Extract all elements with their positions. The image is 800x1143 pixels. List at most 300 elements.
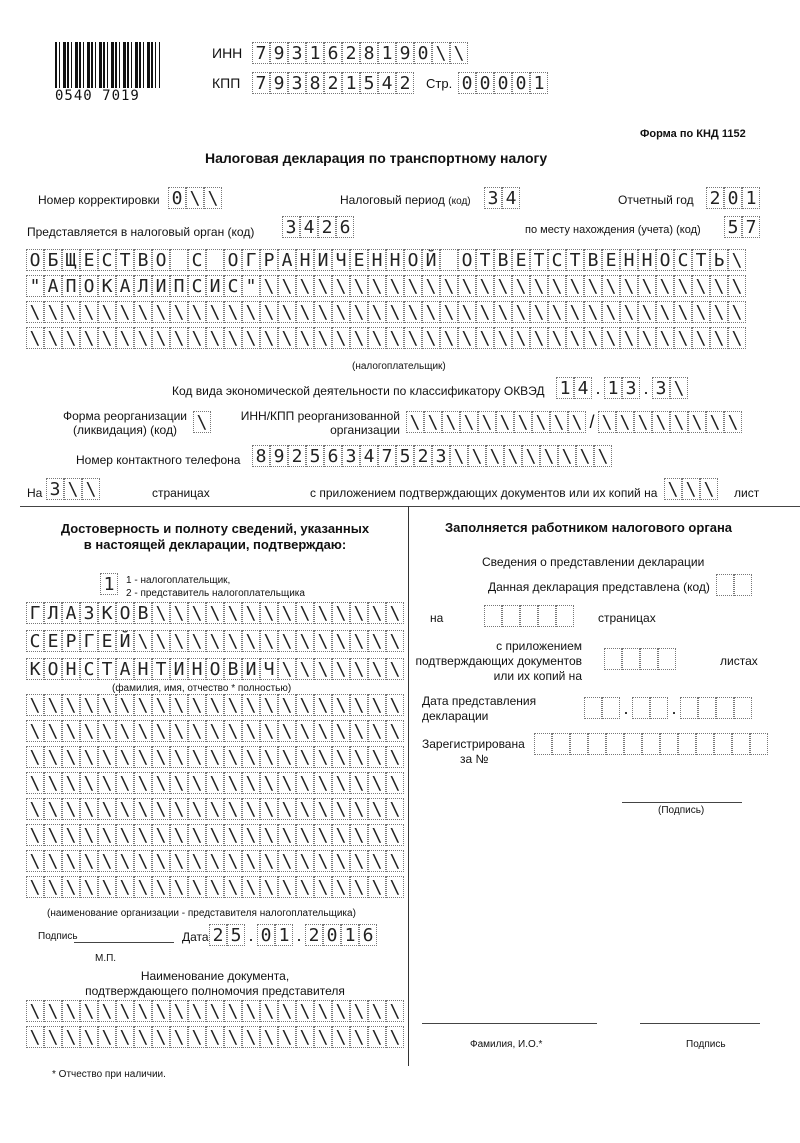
grid-row [26,720,404,742]
form-cell: \ [296,746,314,768]
form-cell: \ [260,798,278,820]
form-cell: О [152,249,170,271]
form-cell: \ [296,850,314,872]
form-cell: \ [368,658,386,680]
form-cell: \ [728,327,746,349]
form-cell: \ [44,1026,62,1048]
form-cell: 7 [378,445,396,467]
form-cell: \ [26,301,44,323]
form-cell: \ [530,301,548,323]
form-cell: \ [188,772,206,794]
form-cell: \ [530,275,548,297]
form-cell: \ [540,445,558,467]
doc-heading: Наименование документа, подтверждающего полномочия представителя [85,969,345,998]
form-cell: \ [26,824,44,846]
form-cell: Щ [62,249,80,271]
form-cell: \ [314,876,332,898]
form-cell: С [674,249,692,271]
form-cell: \ [80,824,98,846]
form-cell: \ [116,850,134,872]
form-cell: \ [62,301,80,323]
page-title: Налоговая декларация по транспортному налогу [205,150,548,166]
form-cell: \ [116,720,134,742]
form-cell: \ [530,327,548,349]
form-cell: \ [332,275,350,297]
form-cell: \ [314,746,332,768]
form-cell: \ [64,478,82,500]
form-cell: \ [206,746,224,768]
grid-row [26,876,404,898]
sign-line [640,1023,760,1024]
form-cell: Н [638,249,656,271]
form-cell: \ [134,798,152,820]
form-cell: \ [656,301,674,323]
form-cell: \ [98,327,116,349]
form-cell: 3 [432,445,450,467]
form-cell: \ [62,876,80,898]
form-cell: \ [134,824,152,846]
form-cell: И [206,275,224,297]
form-cell: \ [152,327,170,349]
form-cell: Р [260,249,278,271]
form-cell: \ [422,327,440,349]
form-cell: \ [26,876,44,898]
office-cell [696,733,714,755]
office-cell [678,733,696,755]
form-cell: \ [576,445,594,467]
form-cell: \ [278,876,296,898]
form-cell: \ [224,824,242,846]
office-cell [552,733,570,755]
form-cell: \ [44,824,62,846]
form-cell: \ [332,1026,350,1048]
cell-separator: . [671,698,677,718]
pages-cells [46,478,100,500]
form-cell: \ [296,602,314,624]
form-cell: \ [350,876,368,898]
date-cells [209,924,377,946]
form-cell: \ [44,850,62,872]
form-cell: \ [278,630,296,652]
form-cell: 3 [652,377,670,399]
form-cell: \ [242,720,260,742]
form-cell: \ [80,301,98,323]
form-cell: \ [188,630,206,652]
phone-cells [252,445,612,467]
form-cell: \ [98,1000,116,1022]
form-cell: \ [496,411,514,433]
form-cell: \ [688,411,706,433]
form-cell: \ [440,327,458,349]
grid-row [26,1026,404,1048]
form-cell: 1 [275,924,293,946]
office-cell [588,733,606,755]
form-cell: \ [224,602,242,624]
right-signature-line [622,802,742,803]
office-cell [632,697,650,719]
signature-label: Подпись [38,931,78,942]
right-date-cells [584,697,752,719]
form-cell: \ [260,772,278,794]
form-cell: 0 [476,72,494,94]
form-cell: 7 [742,216,760,238]
form-cell: \ [458,327,476,349]
form-cell: \ [278,327,296,349]
form-cell: \ [116,798,134,820]
form-cell: \ [260,1000,278,1022]
form-cell: \ [170,694,188,716]
form-cell: \ [260,876,278,898]
form-cell: \ [368,876,386,898]
form-cell: П [62,275,80,297]
sign-caption: Подпись [686,1039,726,1050]
form-cell: Т [98,658,116,680]
form-cell: \ [386,327,404,349]
form-cell: \ [62,327,80,349]
form-cell: \ [368,746,386,768]
form-cell: \ [170,301,188,323]
form-cell: \ [368,1000,386,1022]
grid-row [26,658,404,680]
barcode-number: 0540 7019 [55,88,140,104]
form-cell: \ [170,798,188,820]
form-cell: \ [296,301,314,323]
form-cell: Т [116,249,134,271]
form-cell: И [152,275,170,297]
form-cell: 0 [724,187,742,209]
form-cell: \ [368,850,386,872]
form-cell: \ [368,275,386,297]
form-cell: \ [224,1000,242,1022]
form-cell: \ [278,720,296,742]
form-cell: 8 [252,445,270,467]
form-cell: \ [224,327,242,349]
form-cell: Е [80,249,98,271]
form-cell: \ [460,411,478,433]
form-cell: \ [62,1000,80,1022]
form-cell: \ [478,411,496,433]
grid-row [26,694,404,716]
form-cell: \ [152,694,170,716]
form-cell: \ [550,411,568,433]
form-cell: \ [296,772,314,794]
form-cell: А [116,275,134,297]
form-cell: \ [26,746,44,768]
page-cells [458,72,548,94]
form-cell: \ [450,42,468,64]
form-cell: \ [152,301,170,323]
form-cell: \ [368,602,386,624]
form-cell: \ [314,630,332,652]
form-cell: \ [44,798,62,820]
form-cell: 4 [502,187,520,209]
form-cell: \ [728,249,746,271]
form-cell: \ [134,720,152,742]
form-cell: \ [386,602,404,624]
form-cell: О [80,275,98,297]
form-cell: Ч [260,658,278,680]
form-cell: \ [548,275,566,297]
form-cell: \ [296,1000,314,1022]
cell-separator: . [296,925,302,945]
form-cell: \ [350,798,368,820]
form-cell: \ [134,1000,152,1022]
form-cell: С [548,249,566,271]
grid-row [26,850,404,872]
on-label: на [430,611,444,625]
form-cell: \ [386,876,404,898]
form-cell: \ [620,327,638,349]
form-cell: Й [422,249,440,271]
form-cell: 3 [46,478,64,500]
form-cell: \ [692,327,710,349]
grid-row [26,602,404,624]
form-cell: \ [204,187,222,209]
form-cell: И [242,658,260,680]
cell-separator: . [643,378,649,398]
form-cell: \ [206,630,224,652]
form-cell: \ [494,275,512,297]
form-cell: \ [710,327,728,349]
form-cell: \ [193,411,211,433]
period-label: Налоговый период (код) [340,193,471,207]
signer-option-2: 2 - представитель налогоплательщика [126,588,305,599]
form-cell: \ [116,1026,134,1048]
form-cell: 9 [270,42,288,64]
kpp-cells [252,72,414,94]
form-cell: 6 [336,216,354,238]
form-cell: \ [206,772,224,794]
inn-label: ИНН [212,45,243,61]
name-caption: (фамилия, имя, отчество * полностью) [112,683,292,694]
form-cell: О [458,249,476,271]
form-cell: О [404,249,422,271]
form-cell: \ [152,630,170,652]
form-cell: \ [188,602,206,624]
form-cell: \ [584,275,602,297]
form-cell: \ [116,772,134,794]
form-cell: 2 [706,187,724,209]
form-cell: 0 [257,924,275,946]
form-cell: \ [458,301,476,323]
form-cell: \ [98,746,116,768]
form-cell: \ [98,694,116,716]
form-cell: \ [80,746,98,768]
form-cell: \ [368,694,386,716]
form-cell: Н [62,658,80,680]
form-cell: \ [206,720,224,742]
form-cell: \ [350,275,368,297]
form-cell: \ [386,824,404,846]
form-cell: \ [206,876,224,898]
form-cell: \ [386,1000,404,1022]
form-cell: \ [350,720,368,742]
form-cell: \ [170,746,188,768]
fio-caption: Фамилия, И.О.* [470,1039,543,1050]
form-cell: \ [314,720,332,742]
form-cell: \ [44,720,62,742]
form-cell: \ [278,275,296,297]
form-cell: \ [314,602,332,624]
form-cell: С [26,630,44,652]
form-cell: \ [260,824,278,846]
office-cell [642,733,660,755]
form-cell: \ [260,630,278,652]
form-cell: В [494,249,512,271]
barcode [55,42,160,88]
form-cell: \ [670,411,688,433]
form-cell: \ [332,694,350,716]
form-cell: Е [512,249,530,271]
form-cell: \ [224,850,242,872]
authority-label: Представляется в налоговый орган (код) [27,225,255,239]
form-cell: \ [152,602,170,624]
grid-row [26,249,746,271]
form-cell: Т [692,249,710,271]
form-cell: \ [332,658,350,680]
form-cell: 8 [360,42,378,64]
form-cell: \ [724,411,742,433]
form-cell: \ [44,746,62,768]
form-cell: \ [656,327,674,349]
form-cell: \ [206,694,224,716]
office-cell [584,697,602,719]
form-cell: \ [80,850,98,872]
form-cell: Г [80,630,98,652]
right-attach-cells [604,648,676,670]
form-cell: Н [188,658,206,680]
form-cell: \ [80,798,98,820]
form-cell: \ [548,301,566,323]
form-cell: \ [260,746,278,768]
form-cell: А [278,249,296,271]
form-cell: \ [386,694,404,716]
form-cell: И [170,658,188,680]
form-cell: \ [386,1026,404,1048]
grid-row [26,327,746,349]
form-cell: \ [170,327,188,349]
form-cell: 2 [318,216,336,238]
form-cell: Н [134,658,152,680]
form-cell: 9 [396,42,414,64]
kpp-label: КПП [212,75,241,91]
correction-cells [168,187,222,209]
form-cell: \ [260,1026,278,1048]
form-cell: В [134,249,152,271]
form-cell: \ [296,824,314,846]
form-cell: \ [260,694,278,716]
form-cell: \ [558,445,576,467]
form-cell: \ [674,327,692,349]
form-cell: 0 [168,187,186,209]
form-cell: \ [170,630,188,652]
form-cell: \ [706,411,724,433]
form-cell: \ [278,798,296,820]
form-cell: 1 [742,187,760,209]
form-cell: \ [242,746,260,768]
form-cell: \ [170,824,188,846]
reorg-inn-cells [406,411,742,433]
form-cell: Е [98,630,116,652]
form-cell: \ [26,1026,44,1048]
form-code: Форма по КНД 1152 [640,128,746,140]
form-cell: \ [26,694,44,716]
form-cell: О [206,658,224,680]
form-cell: \ [242,772,260,794]
form-cell: 4 [300,216,318,238]
form-cell: \ [224,301,242,323]
form-cell: \ [44,301,62,323]
form-cell: 1 [306,42,324,64]
form-cell: \ [332,720,350,742]
year-cells [706,187,760,209]
form-cell: \ [710,301,728,323]
form-cell: \ [368,301,386,323]
date-label: Дата [182,930,209,944]
form-cell: \ [296,694,314,716]
form-cell: \ [62,798,80,820]
form-cell: \ [98,301,116,323]
form-cell: \ [26,798,44,820]
form-cell: 2 [342,42,360,64]
form-cell: \ [522,445,540,467]
form-cell: \ [664,478,682,500]
form-cell: \ [332,850,350,872]
form-cell: \ [80,772,98,794]
form-cell: \ [80,1026,98,1048]
form-cell: \ [170,876,188,898]
form-cell: В [224,658,242,680]
office-cell [650,697,668,719]
form-cell: \ [404,327,422,349]
form-cell: Ь [710,249,728,271]
form-cell: \ [670,377,688,399]
cell-separator: . [623,698,629,718]
form-cell: \ [620,301,638,323]
form-cell: \ [458,275,476,297]
form-cell: \ [188,1000,206,1022]
form-cell: \ [80,694,98,716]
form-cell: \ [82,478,100,500]
form-cell: \ [314,850,332,872]
form-cell: \ [278,602,296,624]
form-cell: \ [206,327,224,349]
form-cell: \ [332,876,350,898]
form-cell: 5 [306,445,324,467]
form-cell: А [44,275,62,297]
period-cells [484,187,520,209]
form-cell: \ [296,658,314,680]
attach-suffix: лист [734,486,760,500]
form-cell: \ [504,445,522,467]
pages-suffix: страницах [152,486,210,500]
form-cell: \ [386,746,404,768]
form-cell: \ [278,772,296,794]
left-heading: Достоверность и полноту сведений, указанных в настоящей декларации, подтверждаю: [60,521,370,552]
form-cell: Н [386,249,404,271]
form-cell: \ [80,1000,98,1022]
grid-row [26,630,404,652]
form-cell: \ [442,411,460,433]
form-cell: \ [314,275,332,297]
form-cell: \ [512,275,530,297]
form-cell: \ [80,327,98,349]
form-cell: 1 [530,72,548,94]
form-cell: Т [152,658,170,680]
form-cell: \ [512,327,530,349]
form-cell: \ [314,798,332,820]
form-cell: \ [314,301,332,323]
